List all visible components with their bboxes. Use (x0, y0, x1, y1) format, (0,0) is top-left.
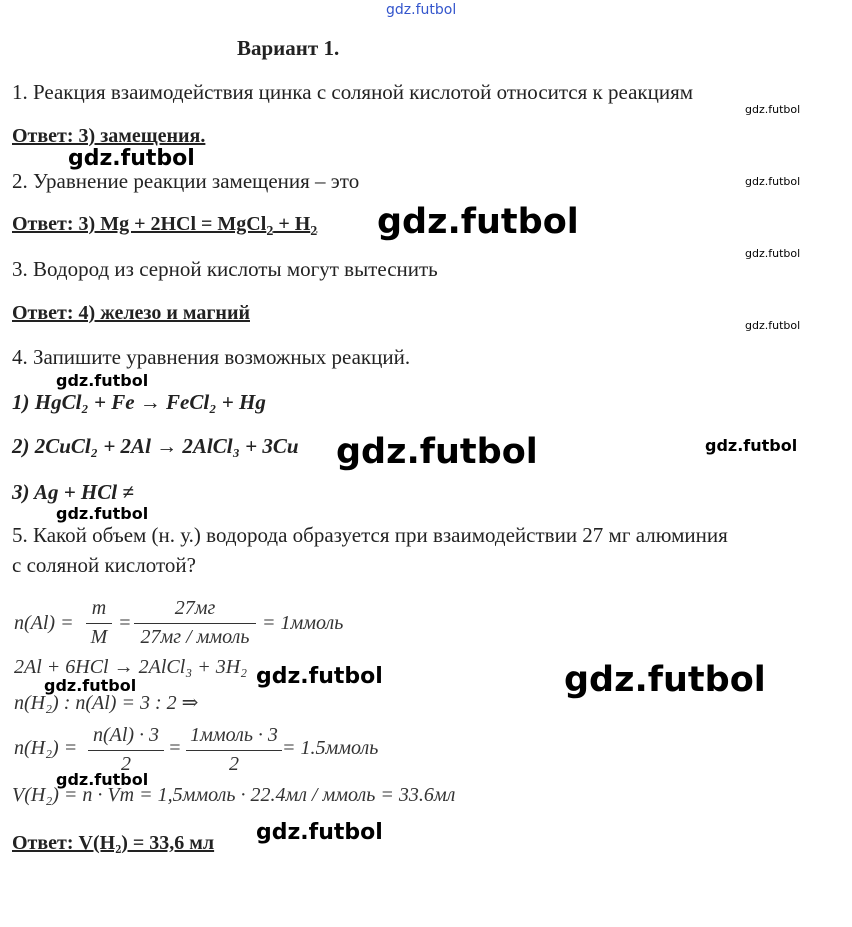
watermark: gdz.futbol (56, 504, 149, 523)
formula-2: 2Al + 6HCl → 2AlCl₃ + 3H₂ (14, 656, 248, 678)
page-title: Вариант 1. (237, 36, 340, 60)
watermark: gdz.futbol (745, 319, 801, 332)
formula-5: V(H₂) = n · Vm = 1,5ммоль · 22.4мл / ммоль = 33.6мл (12, 784, 456, 806)
formula-1-denominator-2: 27мг / ммоль (140, 626, 250, 648)
question-2-text: 2. Уравнение реакции замещения – это (12, 169, 360, 193)
watermark: gdz.futbol (336, 432, 538, 472)
question-5-text-line1: 5. Какой объем (н. у.) водорода образуется при взаимодействии 27 мг алюминия (12, 523, 728, 547)
watermark: gdz.futbol (44, 676, 137, 695)
reaction-1: 1) HgCl₂ + Fe → FeCl₂ + Hg (12, 390, 266, 414)
fraction-bar (186, 750, 282, 751)
watermark: gdz.futbol (745, 247, 801, 260)
watermark: gdz.futbol (56, 371, 149, 390)
question-2-answer: Ответ: 3) Mg + 2HCl = MgCl$_2$ + $H_2$ (12, 213, 318, 239)
watermark: gdz.futbol (745, 175, 801, 188)
watermark: gdz.futbol (256, 820, 383, 845)
question-3-text: 3. Водород из серной кислоты могут вытеснить (12, 257, 438, 281)
formula-4-numerator-2: 1ммоль · 3 (190, 724, 278, 746)
formula-4-denominator-2: 2 (229, 753, 239, 775)
fraction-bar (88, 750, 164, 751)
question-1-answer: Ответ: 3) замещения. (12, 125, 206, 147)
formula-4-lhs: n(H₂) = (14, 737, 78, 759)
formula-4-equals: = (168, 737, 182, 759)
formula-3: n(H₂) : n(Al) = 3 : 2 ⇒ (14, 692, 199, 714)
watermark: gdz.futbol (705, 436, 798, 455)
fraction-bar (134, 623, 256, 624)
question-3-answer: Ответ: 4) железо и магний (12, 302, 250, 324)
formula-1-result: = 1ммоль (262, 612, 344, 634)
watermark: gdz.futbol (256, 664, 383, 689)
formula-4-numerator-1: n(Al) · 3 (92, 724, 160, 746)
watermark: gdz.futbol (745, 103, 801, 116)
formula-1-denominator-1: M (90, 626, 108, 648)
watermark: gdz.futbol (377, 202, 579, 242)
question-5-answer: Ответ: V(H₂) = 33,6 мл (12, 832, 215, 854)
question-1-text: 1. Реакция взаимодействия цинка с соляной кислотой относится к реакциям (12, 80, 694, 104)
formula-1-lhs: n(Al) = (14, 612, 74, 634)
watermark: gdz.futbol (68, 146, 195, 171)
formula-4-denominator-1: 2 (121, 753, 131, 775)
question-4-text: 4. Запишите уравнения возможных реакций. (12, 345, 411, 369)
formula-1-numerator-2: 27мг (174, 597, 216, 619)
fraction-bar (86, 623, 112, 624)
watermark-top: gdz.futbol (386, 2, 457, 18)
question-5-text-line2: с соляной кислотой? (12, 553, 196, 577)
reaction-2: 2) 2CuCl₂ + 2Al → 2AlCl₃ + 3Cu (12, 434, 299, 458)
watermark: gdz.futbol (56, 770, 149, 789)
watermark: gdz.futbol (564, 660, 766, 700)
formula-4-result: = 1.5ммоль (282, 737, 379, 759)
reaction-3: 3) Ag + HCl ≠ (12, 480, 134, 504)
formula-1-numerator-1: m (91, 597, 107, 619)
formula-1-equals: = (118, 612, 132, 634)
